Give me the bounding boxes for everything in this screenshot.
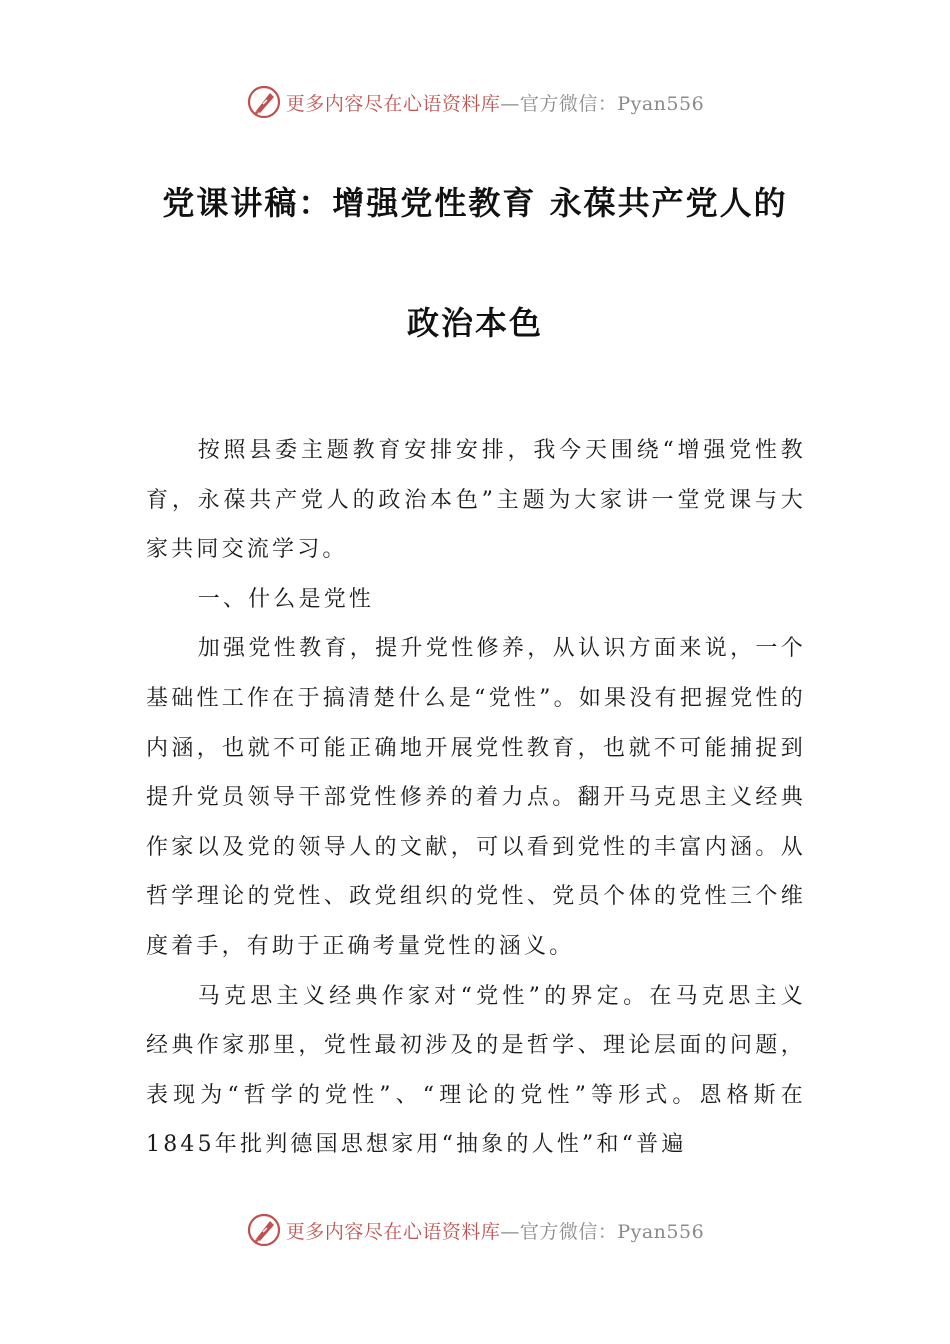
watermark-sub-text: —官方微信：Pyan556 — [500, 92, 705, 115]
paragraph: 加强党性教育，提升党性修养，从认识方面来说，一个基础性工作在于搞清楚什么是“党性”。如果没有把握党性的内涵，也就不可能正确地开展党性教育，也就不可能捕捉到提升党员领导干部党性修养的着力点。翻开马克思主义经典作家以及党的领导人的文献，可以看到党性的丰富内涵。从哲学理论的党性、政党组织的党性、党员个体的党性三个维度着手，有助于正确考量党性的涵义。 — [146, 636, 806, 959]
watermark-main-text: 更多内容尽在心语资料库 — [285, 1220, 501, 1243]
pen-nib-icon — [246, 84, 282, 120]
watermark-sub-text: —官方微信：Pyan556 — [500, 1220, 705, 1243]
watermark-footer — [0, 1210, 950, 1250]
watermark-header — [0, 82, 950, 122]
paragraph: 马克思主义经典作家对“党性”的界定。在马克思主义经典作家那里，党性最初涉及的是哲学、理论层面的问题，表现为“哲学的党性”、“理论的党性”等形式。恩格斯在1845年批判德国思想家用“抽象的人性”和“普遍 — [146, 983, 806, 1158]
watermark-main-text: 更多内容尽在心语资料库 — [285, 92, 501, 115]
document-body — [146, 426, 806, 1170]
document-title-line-1: 党课讲稿：增强党性教育 永葆共产党人的 — [162, 184, 788, 222]
document-title-line-2: 政治本色 — [406, 304, 543, 342]
section-heading: 一、什么是党性 — [197, 586, 375, 612]
pen-nib-icon — [246, 1212, 282, 1248]
watermark-text — [286, 1217, 704, 1244]
paragraph-intro: 按照县委主题教育安排安排，我今天围绕“增强党性教育，永葆共产党人的政治本色”主题为大家讲一堂党课与大家共同交流学习。 — [146, 438, 806, 563]
watermark-text — [286, 89, 704, 116]
